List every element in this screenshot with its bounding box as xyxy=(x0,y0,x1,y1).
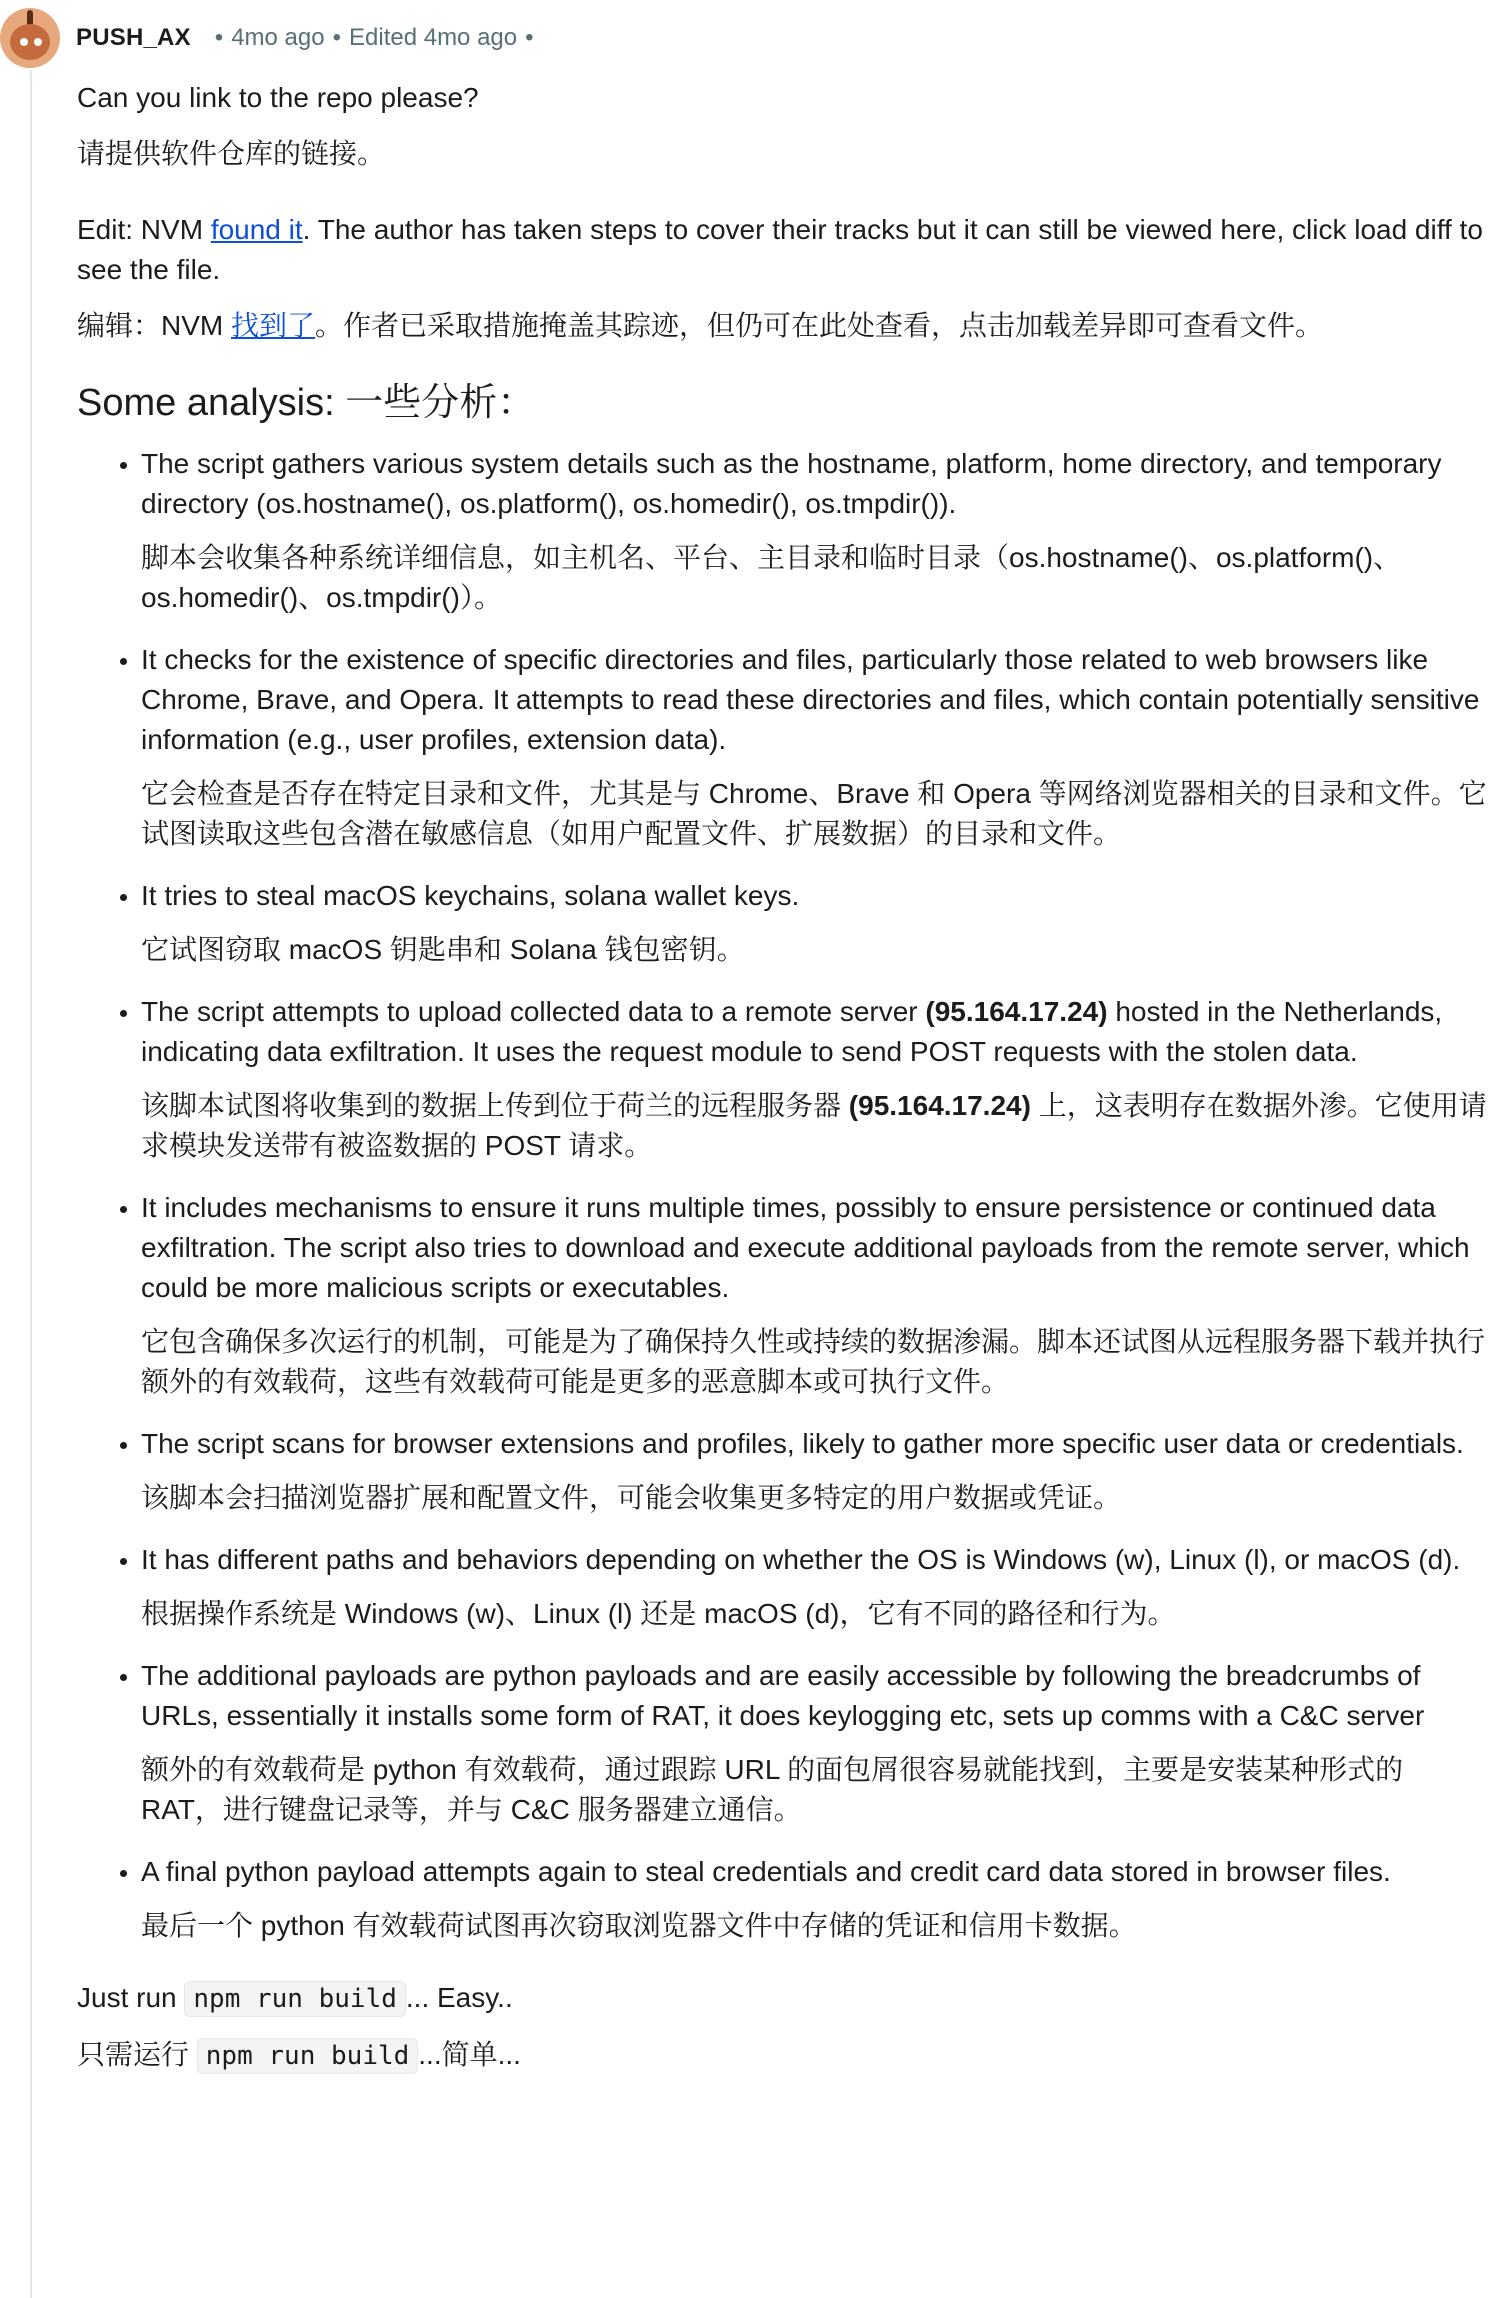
comment-text: Can you link to the repo please? xyxy=(77,82,479,113)
list-item: • It has different paths and behaviors depending on whether the OS is Windows (w), Linux (l), or macOS (d). 根据操作系统是 Windows (w)、Linux (l) 还是 macOS (d)，它有不同的路径和行为。 xyxy=(141,1540,1487,1634)
list-item: • It includes mechanisms to ensure it runs multiple times, possibly to ensure persistence or continued data exfiltration. The script also tries to download and execute additional payloads from the remote server, which could be more malicious scripts or executables. 它包含确保多次运行的机制，可能是为了确保持久性或持续的数据渗漏。脚本还试图从远程服务器下载并执行额外的有效载荷，这些有效载荷可能是更多的恶意脚本或可执行文件。 xyxy=(141,1188,1487,1402)
comment-meta: • 4mo ago • Edited 4mo ago • xyxy=(214,24,534,51)
inline-code-zh: npm run build xyxy=(197,2038,419,2074)
closing-paragraph: Just run npm run build ... Easy.. xyxy=(77,1978,1487,2019)
edit-paragraph: Edit: NVM found it. The author has taken steps to cover their tracks but it can still be viewed here, click load diff to see the file. xyxy=(77,214,1483,285)
list-item: • The script gathers various system details such as the hostname, platform, home directory, and temporary directory (os.hostname(), os.platform(), os.homedir(), os.tmpdir()). 脚本会收集各种系统详细信息，如主机名、平台、主目录和临时目录（os.hostname()、os.platform()、os.homedir()、os.tmpdir()）。 xyxy=(141,444,1487,618)
inline-code: npm run build xyxy=(184,1981,406,2017)
list-item: • The script attempts to upload collected data to a remote server (95.164.17.24) hosted in the Netherlands, indicating data exfiltration. It uses the request module to send POST requests with the stolen data. 该脚本试图将收集到的数据上传到位于荷兰的远程服务器 (95.164.17.24) 上，这表明存在数据外渗。它使用请求模块发送带有被盗数据的 POST 请求。 xyxy=(141,992,1487,1166)
username[interactable]: PUSH_AX xyxy=(76,24,191,51)
avatar[interactable] xyxy=(0,8,60,68)
comment-header xyxy=(0,0,1496,76)
server-ip-zh: (95.164.17.24) xyxy=(848,1090,1031,1121)
edit-paragraph-zh: 编辑：NVM 找到了。作者已采取措施掩盖其踪迹，但仍可在此处查看，点击加载差异即可查看文件。 xyxy=(77,310,1324,341)
comment-text-zh: 请提供软件仓库的链接。 xyxy=(77,138,386,169)
list-item: • A final python payload attempts again to steal credentials and credit card data stored in browser files. 最后一个 python 有效载荷试图再次窃取浏览器文件中存储的凭证和信用卡数据。 xyxy=(141,1852,1487,1946)
list-item: • The script scans for browser extensions and profiles, likely to gather more specific user data or credentials. 该脚本会扫描浏览器扩展和配置文件，可能会收集更多特定的用户数据或凭证。 xyxy=(141,1424,1487,1518)
list-item: • It checks for the existence of specific directories and files, particularly those related to web browsers like Chrome, Brave, and Opera. It attempts to read these directories and files, which contain potentially sensitive information (e.g., user profiles, extension data). 它会检查是否存在特定目录和文件，尤其是与 Chrome、Brave 和 Opera 等网络浏览器相关的目录和文件。它试图读取这些包含潜在敏感信息（如用户配置文件、扩展数据）的目录和文件。 xyxy=(141,640,1487,854)
list-item: • It tries to steal macOS keychains, solana wallet keys. 它试图窃取 macOS 钥匙串和 Solana 钱包密钥。 xyxy=(141,876,1487,970)
timestamp[interactable]: 4mo ago xyxy=(231,24,325,51)
server-ip: (95.164.17.24) xyxy=(925,996,1108,1027)
edited-label: Edited 4mo ago xyxy=(349,24,518,51)
comment-body xyxy=(77,78,1487,2076)
thread-line[interactable] xyxy=(30,70,32,2298)
analysis-heading: Some analysis: 一些分析： xyxy=(77,382,536,424)
list-item: • The additional payloads are python payloads and are easily accessible by following the breadcrumbs of URLs, essentially it installs some form of RAT, it does keylogging etc, sets up comms with a C&C server 额外的有效载荷是 python 有效载荷，通过跟踪 URL 的面包屑很容易就能找到，主要是安装某种形式的 RAT，进行键盘记录等，并与 C&C 服务器建立通信。 xyxy=(141,1656,1487,1830)
found-it-link[interactable]: found it xyxy=(210,214,303,245)
analysis-list xyxy=(77,444,1487,1946)
closing-paragraph-zh: 只需运行 npm run build ...简单... xyxy=(77,2035,1487,2076)
found-it-link-zh[interactable]: 找到了 xyxy=(231,310,316,341)
